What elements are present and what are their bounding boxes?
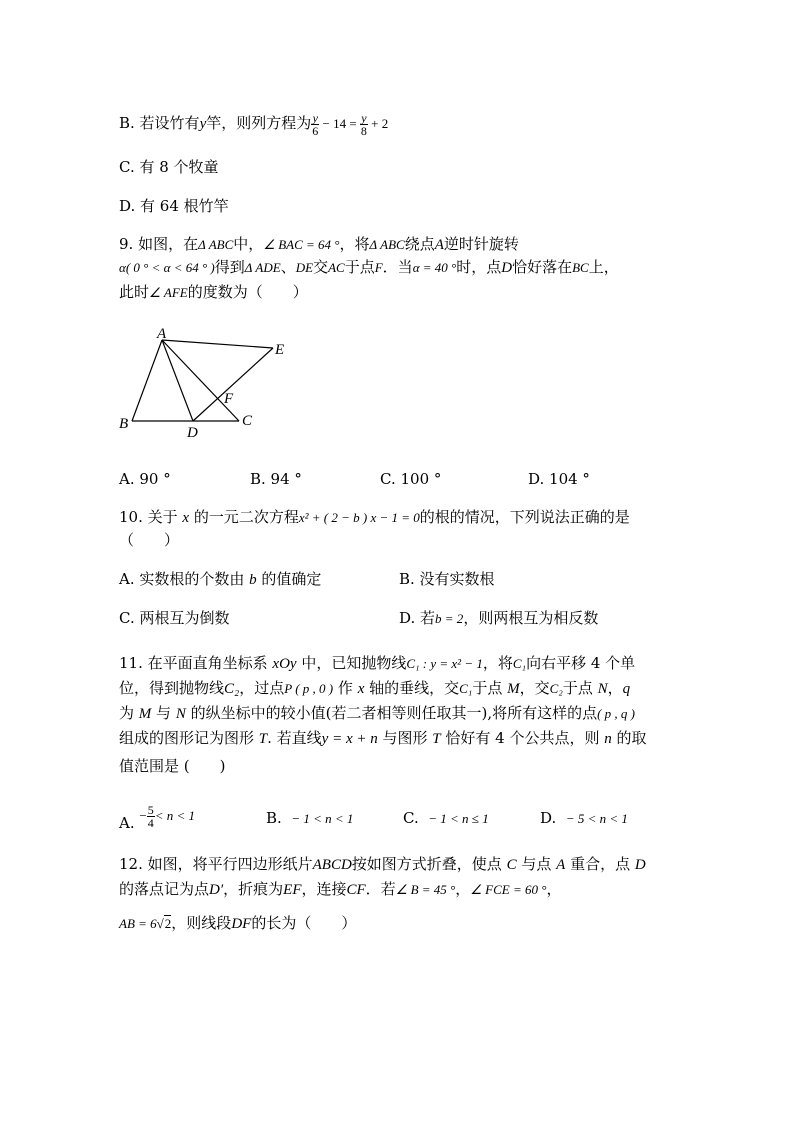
q11-line-1: 11. 在平面直角坐标系 xOy 中，已知抛物线C₁ : y = x² − 1，将C₁向右平移 4 个单 <box>119 654 636 672</box>
sqrt-sign: √ <box>156 916 164 931</box>
q10-option-b[interactable]: B. 没有实数根 <box>399 570 495 588</box>
q10-line-1: 10. 关于 x 的一元二次方程x² + ( 2 − b ) x − 1 = 0的根的情况，下列说法正确的是 <box>119 508 630 526</box>
q10-line-2: （ ） <box>119 531 180 549</box>
segment-ab <box>132 340 162 421</box>
q8-option-d: D. 有 64 根竹竿 <box>119 197 229 215</box>
q10-option-c[interactable]: C. 两根互为倒数 <box>119 609 230 627</box>
q9-triangle-figure <box>115 325 295 440</box>
label-c: C <box>242 413 253 429</box>
q8-option-c: C. 有 8 个牧童 <box>119 158 219 176</box>
label-f: F <box>224 391 234 407</box>
q11-option-b[interactable]: B. − 1 < n < 1 <box>266 809 354 827</box>
q11-line-3: 为 M 与 N 的纵坐标中的较小值(若二者相等则任取其一),将所有这样的点( p , q ) <box>119 704 636 722</box>
q12-line-3: AB = 6√2，则线段DF的长为（ ） <box>119 914 357 932</box>
q11-line-5: 值范围是 ( ) <box>119 757 226 775</box>
q9-line-1: 9. 如图，在Δ ABC中，∠ BAC = 64 °，将Δ ABC绕点A逆时针旋转 <box>119 235 519 253</box>
q11-option-d[interactable]: D. − 5 < n < 1 <box>540 809 628 827</box>
segment-ac <box>162 340 239 421</box>
fraction: $\frac{y}{6}$ <box>312 110 319 138</box>
q10-option-a[interactable]: A. 实数根的个数由 b 的值确定 <box>119 570 322 588</box>
q9-line-3: 此时∠ AFE的度数为（ ） <box>119 283 308 301</box>
q12-line-2: 的落点记为点D′，折痕为EF，连接CF．若∠ B = 45 °，∠ FCE = 60 °， <box>119 880 562 898</box>
q12-line-1: 12. 如图，将平行四边形纸片ABCD按如图方式折叠，使点 C 与点 A 重合，点 D <box>119 855 646 873</box>
fraction: $\frac{y}{8}$ <box>360 110 367 138</box>
label-a: A <box>157 326 167 342</box>
fraction: $\frac{5}{4}$ <box>147 802 154 830</box>
q10-option-d[interactable]: D. 若b = 2，则两根互为相反数 <box>399 609 599 627</box>
q11-line-2: 位，得到抛物线C₂，过点P ( p , 0 ) 作 x 轴的垂线，交C₁于点 M，交C₂于点 N，q <box>119 679 631 697</box>
segment-ad <box>162 340 193 421</box>
q9-option-b[interactable]: B. 94 ° <box>250 470 302 488</box>
q8-option-b: B. 若设竹有y竿，则列方程为 $\frac{y}{6}$ − 14 = $\frac{y}{8}$ + 2 <box>119 110 389 138</box>
q9-line-2: α( 0 ° < α < 64 ° )得到Δ ADE、DE交AC于点F．当α = 40 °时，点D恰好落在BC上， <box>119 258 619 276</box>
q11-option-a[interactable]: A. − $\frac{5}{4}$ < n < 1 <box>119 802 196 832</box>
label-d: D <box>187 425 198 440</box>
q11-option-c[interactable]: C. − 1 < n ≤ 1 <box>403 809 489 827</box>
label-b: B <box>119 416 129 432</box>
q11-line-4: 组成的图形记为图形 T. 若直线y = x + n 与图形 T 恰好有 4 个公共点，则 n 的取 <box>119 729 647 747</box>
q9-option-a[interactable]: A. 90 ° <box>119 470 171 488</box>
q9-option-c[interactable]: C. 100 ° <box>380 470 442 488</box>
segment-ae <box>162 340 273 348</box>
label-e: E <box>275 342 285 358</box>
q9-option-d[interactable]: D. 104 ° <box>528 470 590 488</box>
